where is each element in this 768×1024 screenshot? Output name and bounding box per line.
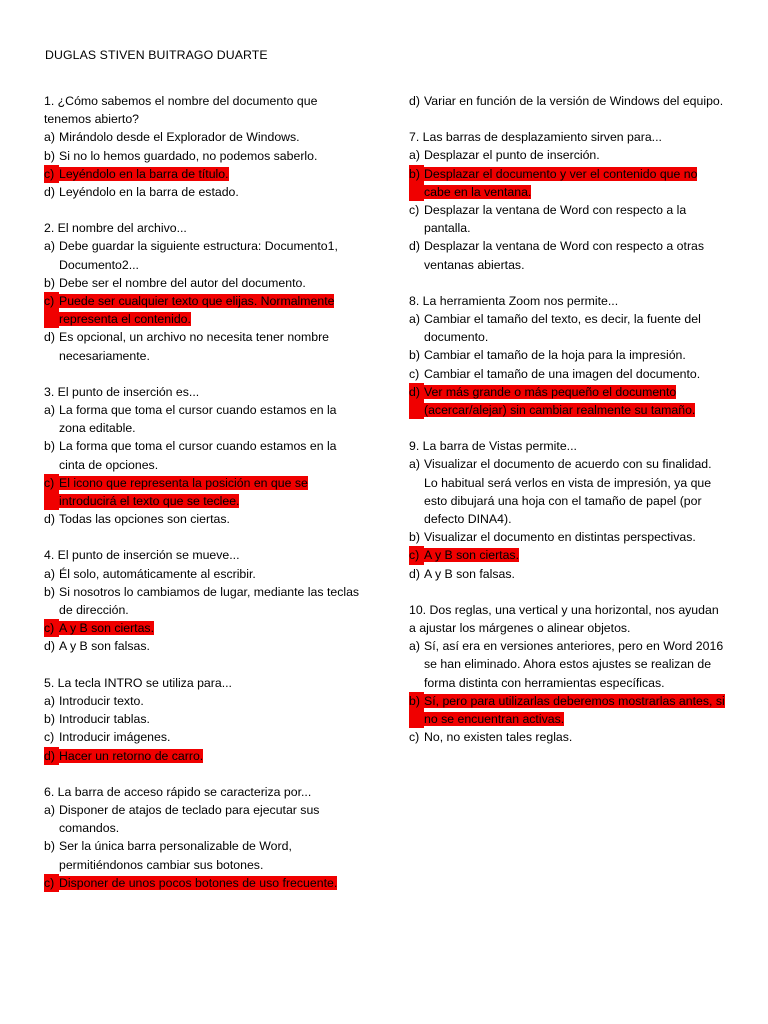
answer-option — [44, 437, 364, 473]
option-text — [424, 165, 727, 201]
answer-option — [44, 692, 364, 710]
option-letter: b) — [409, 348, 420, 363]
option-letter: a) — [44, 130, 55, 145]
option-letter: d) — [44, 185, 55, 200]
left-column — [44, 92, 364, 910]
highlighted-answer-option — [44, 292, 364, 328]
option-text — [59, 292, 364, 328]
option-text: Desplazar la ventana de Word con respecto a la pantalla. — [424, 203, 687, 236]
option-text: Si nosotros lo cambiamos de lugar, mediante las teclas de dirección. — [59, 584, 360, 618]
question-text: 3. El punto de inserción es... — [44, 384, 200, 399]
answer-option — [409, 346, 727, 364]
answer-option — [44, 328, 364, 364]
answer-option — [409, 310, 727, 346]
answer-option — [44, 801, 364, 837]
option-letter: d) — [409, 239, 420, 254]
option-text: Ser la única barra personalizable de Word, permitiéndonos cambiar sus botones. — [59, 839, 292, 872]
option-letter: c) — [409, 203, 420, 218]
option-letter: c) — [44, 474, 59, 510]
option-text: La forma que toma el cursor cuando estamos en la zona editable. — [59, 403, 337, 436]
option-text: Visualizar el documento de acuerdo con su finalidad. Lo habitual será verlos en vista de impresión, ya que esto dibujará una hoja con el tamaño de papel (por defecto DINA4). — [424, 457, 712, 527]
option-text: Visualizar el documento en distintas perspectivas. — [424, 530, 696, 545]
option-text: Variar en función de la versión de Windows del equipo. — [424, 94, 724, 108]
answer-option — [409, 455, 727, 528]
answer-option — [409, 365, 727, 383]
option-letter: d) — [409, 94, 420, 108]
option-text — [59, 747, 203, 765]
option-text — [424, 546, 519, 564]
highlighted-answer-option — [44, 165, 364, 183]
option-text: Él solo, automáticamente al escribir. — [59, 566, 256, 581]
option-text: Leyéndolo en la barra de estado. — [59, 185, 239, 200]
highlight-mark: Ver más grande o más pequeño el documento (acercar/alejar) sin cambiar realmente su tamaño. — [424, 384, 696, 418]
option-letter: c) — [44, 292, 59, 328]
option-text: No, no existen tales reglas. — [424, 730, 573, 745]
option-letter: a) — [44, 239, 55, 254]
option-letter: c) — [44, 165, 59, 183]
option-letter: a) — [44, 693, 55, 708]
answer-option — [44, 183, 364, 201]
option-text: Debe ser el nombre del autor del documento. — [59, 275, 306, 290]
question-block — [409, 601, 727, 747]
option-letter: b) — [44, 584, 55, 599]
option-letter: c) — [409, 366, 420, 381]
highlight-mark: Leyéndolo en la barra de título. — [59, 166, 229, 181]
option-text: Disponer de atajos de teclado para ejecutar sus comandos. — [59, 802, 320, 836]
option-letter: d) — [44, 512, 55, 527]
question-text: 9. La barra de Vistas permite... — [409, 439, 577, 454]
question-block — [44, 92, 364, 201]
answer-option — [44, 583, 364, 619]
question-block — [409, 128, 727, 274]
answer-option — [409, 728, 727, 746]
option-text — [59, 874, 337, 892]
highlighted-answer-option — [409, 165, 727, 201]
highlight-mark: Hacer un retorno de carro. — [59, 748, 204, 763]
option-letter: b) — [44, 439, 55, 454]
option-text: Desplazar el punto de inserción. — [424, 148, 600, 163]
answer-option — [409, 565, 727, 583]
option-text: Introducir imágenes. — [59, 730, 171, 745]
option-text: Cambiar el tamaño de una imagen del documento. — [424, 366, 701, 381]
question-text: 6. La barra de acceso rápido se caracteriza por... — [44, 784, 312, 799]
question-block — [409, 292, 727, 419]
option-letter: b) — [44, 712, 55, 727]
option-d-continued — [409, 92, 727, 110]
option-letter: c) — [44, 730, 55, 745]
answer-option — [44, 274, 364, 292]
option-letter: b) — [44, 839, 55, 854]
question-block — [44, 383, 364, 529]
option-letter: c) — [409, 730, 420, 745]
option-text: A y B son falsas. — [59, 639, 150, 654]
option-text — [424, 383, 727, 419]
option-text: Introducir tablas. — [59, 712, 150, 727]
highlighted-answer-option — [44, 747, 364, 765]
option-letter: b) — [409, 692, 424, 728]
answer-option — [44, 565, 364, 583]
question-block — [44, 783, 364, 892]
author-name: DUGLAS STIVEN BUITRAGO DUARTE — [45, 48, 268, 62]
option-letter: a) — [409, 639, 420, 654]
highlight-mark: Desplazar el documento y ver el contenido que no cabe en la ventana. — [424, 166, 698, 199]
option-letter: b) — [409, 165, 424, 201]
highlighted-answer-option — [409, 692, 727, 728]
question-block — [44, 674, 364, 765]
answer-option — [44, 510, 364, 528]
answer-option — [44, 128, 364, 146]
option-letter: b) — [409, 530, 420, 545]
option-letter: c) — [44, 619, 59, 637]
highlight-mark: Puede ser cualquier texto que elijas. Normalmente representa el contenido. — [59, 294, 335, 327]
question-text: 8. La herramienta Zoom nos permite... — [409, 293, 619, 308]
question-text: 5. La tecla INTRO se utiliza para... — [44, 675, 232, 690]
highlighted-answer-option — [409, 546, 727, 564]
option-letter: d) — [409, 566, 420, 581]
option-text — [59, 165, 229, 183]
question-text: 10. Dos reglas, una vertical y una horizontal, nos ayudan a ajustar los márgenes o alinear objetos. — [409, 602, 719, 636]
question-block — [44, 219, 364, 365]
option-letter: a) — [409, 457, 420, 472]
option-letter: c) — [409, 546, 424, 564]
answer-option — [409, 201, 727, 237]
option-text — [59, 474, 364, 510]
highlighted-answer-option — [44, 619, 364, 637]
highlight-mark: A y B son ciertas. — [59, 621, 155, 636]
option-text: Debe guardar la siguiente estructura: Documento1, Documento2... — [59, 239, 338, 272]
answer-option — [44, 728, 364, 746]
question-6-continuation — [409, 92, 727, 110]
answer-option — [44, 837, 364, 873]
option-text: Introducir texto. — [59, 693, 144, 708]
option-text: Desplazar la ventana de Word con respecto a otras ventanas abiertas. — [424, 239, 705, 272]
option-text: La forma que toma el cursor cuando estamos en la cinta de opciones. — [59, 439, 337, 472]
highlight-mark: A y B son ciertas. — [424, 548, 520, 563]
option-letter: a) — [44, 802, 55, 817]
option-letter: d) — [44, 747, 59, 765]
question-block — [44, 546, 364, 655]
option-text: Mirándolo desde el Explorador de Windows. — [59, 130, 300, 145]
option-text: Cambiar el tamaño de la hoja para la impresión. — [424, 348, 686, 363]
answer-option — [44, 637, 364, 655]
answer-option — [44, 401, 364, 437]
option-letter: b) — [44, 275, 55, 290]
option-letter: b) — [44, 148, 55, 163]
highlight-mark: Disponer de unos pocos botones de uso frecuente. — [59, 875, 338, 890]
answer-option — [409, 146, 727, 164]
option-text: Sí, así era en versiones anteriores, pero en Word 2016 se han eliminado. Ahora estos ajustes se realizan de forma distinta con herramientas específicas. — [424, 639, 724, 690]
question-text: 4. El punto de inserción se mueve... — [44, 548, 240, 563]
option-text: Todas las opciones son ciertas. — [59, 512, 230, 527]
right-column — [409, 92, 727, 765]
option-letter: a) — [44, 566, 55, 581]
option-letter: c) — [44, 874, 59, 892]
highlighted-answer-option — [44, 474, 364, 510]
question-block — [409, 437, 727, 583]
highlight-mark: El icono que representa la posición en que se introducirá el texto que se teclee. — [59, 475, 308, 509]
option-text: Si no lo hemos guardado, no podemos saberlo. — [59, 148, 318, 163]
option-letter: d) — [409, 383, 424, 419]
option-text — [424, 692, 727, 728]
answer-option — [409, 528, 727, 546]
option-letter: a) — [44, 403, 55, 418]
highlighted-answer-option — [44, 874, 364, 892]
answer-option — [409, 237, 727, 273]
option-letter: a) — [409, 148, 420, 163]
option-letter: a) — [409, 312, 420, 327]
highlight-mark: Sí, pero para utilizarlas deberemos mostrarlas antes, si no se encuentran activas. — [424, 693, 725, 727]
option-text: A y B son falsas. — [424, 566, 515, 581]
question-text: 7. Las barras de desplazamiento sirven para... — [409, 130, 662, 145]
question-text: 1. ¿Cómo sabemos el nombre del documento que tenemos abierto? — [44, 94, 318, 127]
question-text: 2. El nombre del archivo... — [44, 221, 187, 236]
option-letter: d) — [44, 639, 55, 654]
option-letter: d) — [44, 330, 55, 345]
option-text: Cambiar el tamaño del texto, es decir, la fuente del documento. — [424, 312, 701, 345]
option-text — [59, 619, 154, 637]
answer-option — [44, 237, 364, 273]
highlighted-answer-option — [409, 383, 727, 419]
answer-option — [44, 147, 364, 165]
answer-option — [409, 637, 727, 692]
answer-option — [44, 710, 364, 728]
option-text: Es opcional, un archivo no necesita tener nombre necesariamente. — [59, 330, 330, 363]
